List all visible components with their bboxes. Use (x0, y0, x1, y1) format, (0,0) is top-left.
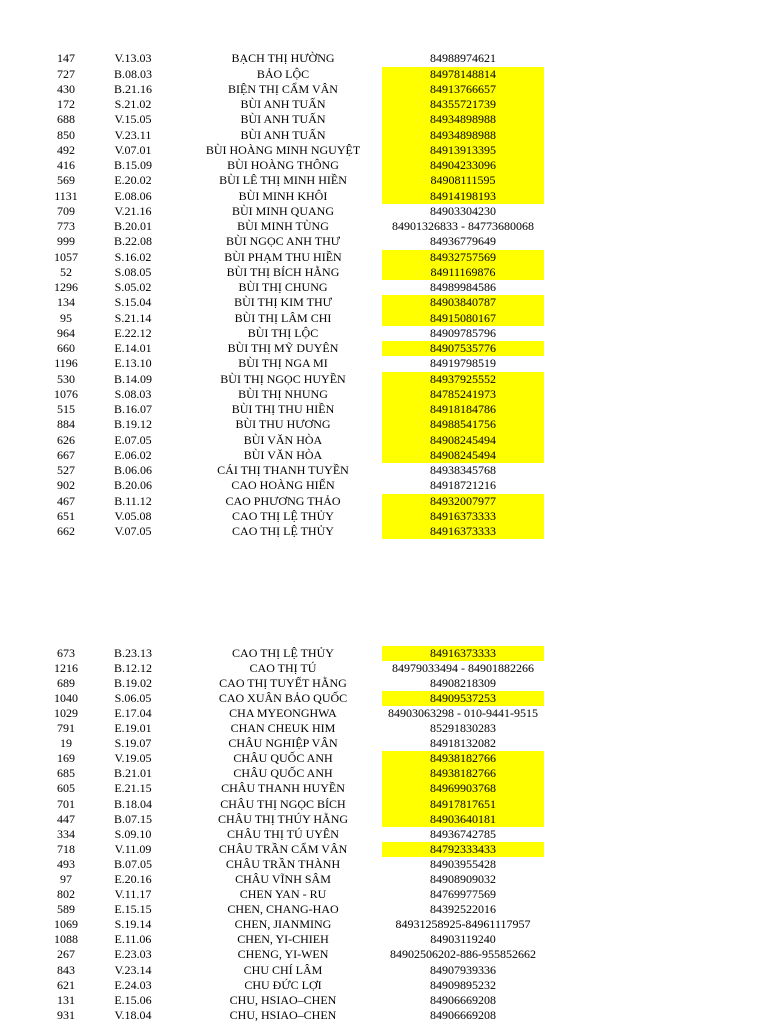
row-number: 134 (57, 295, 75, 310)
row-number: 569 (57, 173, 75, 188)
row-number: 1296 (54, 280, 78, 295)
resident-name: BÙI ANH TUẤN (240, 97, 326, 112)
row-number: 685 (57, 766, 75, 781)
phone-number: 84918132082 (430, 736, 496, 751)
phone-number: 84913913395 (382, 143, 544, 158)
phone-number: 84769977569 (430, 887, 496, 902)
unit-code: V.23.11 (114, 127, 152, 142)
phone-number: 84938182766 (382, 751, 544, 766)
unit-code: S.19.14 (114, 917, 152, 932)
unit-code: E.24.03 (114, 977, 152, 992)
unit-code: E.22.12 (114, 325, 152, 340)
row-number: 1196 (54, 356, 78, 371)
table-row (0, 978, 768, 993)
phone-number: 84907535776 (382, 341, 544, 356)
unit-code: E.23.03 (114, 947, 152, 962)
resident-name: BÙI THỊ THU HIỀN (231, 402, 335, 417)
unit-code: B.08.03 (113, 66, 152, 81)
resident-name: BÙI THỊ CHUNG (238, 280, 328, 295)
table-block-2 (0, 646, 768, 1023)
unit-code: B.07.05 (113, 856, 152, 871)
unit-code: V.05.08 (114, 508, 152, 523)
row-number: 850 (57, 127, 75, 142)
phone-number: 84934898988 (382, 128, 544, 143)
resident-name: BÙI ANH TUẤN (240, 127, 326, 142)
unit-code: B.16.07 (113, 402, 152, 417)
phone-number: 84911169876 (382, 265, 544, 280)
row-number: 662 (57, 524, 75, 539)
row-number: 621 (57, 977, 75, 992)
row-number: 131 (57, 992, 75, 1007)
table-row (0, 751, 768, 766)
row-number: 701 (57, 796, 75, 811)
resident-name: CAO THỊ LỆ THỦY (232, 645, 334, 660)
row-number: 931 (57, 1007, 75, 1022)
phone-number: 84903640181 (382, 812, 544, 827)
phone-number: 84392522016 (430, 902, 496, 917)
phone-number: 84969903768 (382, 781, 544, 796)
resident-name: BÙI MINH TÙNG (237, 219, 329, 234)
resident-name: BÙI MINH KHÔI (238, 188, 328, 203)
resident-name: CAO THỊ LỆ THỦY (232, 524, 334, 539)
table-row (0, 433, 768, 448)
phone-number: 84908909032 (430, 872, 496, 886)
unit-code: B.12.12 (113, 660, 152, 675)
resident-name: CHEN, CHANG-HAO (227, 902, 339, 917)
unit-code: V.23.14 (114, 962, 152, 977)
phone-number: 84937925552 (382, 372, 544, 387)
table-row (0, 721, 768, 736)
row-number: 492 (57, 142, 75, 157)
phone-number: 84908111595 (382, 173, 544, 188)
phone-number: 84908245494 (382, 448, 544, 463)
resident-name: CHÂU QUỐC ANH (233, 751, 333, 766)
unit-code: V.18.04 (114, 1007, 152, 1022)
unit-code: V.21.16 (114, 203, 152, 218)
unit-code: E.06.02 (114, 447, 152, 462)
phone-number: 84988974621 (430, 51, 496, 66)
row-number: 999 (57, 234, 75, 249)
phone-number: 84978148814 (382, 67, 544, 82)
resident-name: BẢO LỘC (256, 66, 310, 81)
resident-name: CHEN YAN - RU (239, 887, 327, 902)
row-number: 1069 (54, 917, 78, 932)
row-number: 660 (57, 341, 75, 356)
phone-number: 84938182766 (382, 766, 544, 781)
resident-name: CHEN, JIANMING (234, 917, 332, 932)
phone-number: 84915080167 (382, 311, 544, 326)
table-row (0, 691, 768, 706)
unit-code: V.07.01 (114, 142, 152, 157)
table-row (0, 872, 768, 887)
resident-name: CAO THỊ TUYẾT HẰNG (219, 675, 347, 690)
unit-code: B.22.08 (113, 234, 152, 249)
table-row (0, 797, 768, 812)
resident-name: BÙI THỊ LÂM CHI (234, 310, 332, 325)
table-row (0, 143, 768, 158)
row-number: 964 (57, 325, 75, 340)
row-number: 688 (57, 112, 75, 127)
row-number: 467 (57, 493, 75, 508)
row-number: 843 (57, 962, 75, 977)
unit-code: V.13.03 (114, 51, 152, 66)
table-row (0, 326, 768, 341)
phone-number: 84903840787 (382, 295, 544, 310)
resident-name: CHÂU THANH HUYỀN (221, 781, 345, 796)
phone-number: 84908245494 (382, 433, 544, 448)
table-row (0, 963, 768, 978)
phone-number: 84932007977 (382, 494, 544, 509)
unit-code: E.07.05 (114, 432, 152, 447)
table-row (0, 676, 768, 691)
table-row (0, 234, 768, 249)
resident-name: BÙI THỊ NGA MI (238, 356, 328, 371)
resident-name: BÙI NGỌC ANH THƯ (225, 234, 341, 249)
phone-number: 84918721216 (430, 478, 496, 493)
phone-number: 84906669208 (430, 992, 496, 1007)
row-number: 416 (57, 158, 75, 173)
resident-name: CHU CHÍ LÂM (243, 962, 323, 977)
unit-code: S.05.02 (114, 280, 152, 295)
unit-code: B.21.01 (113, 766, 152, 781)
table-row (0, 387, 768, 402)
table-row (0, 82, 768, 97)
phone-number: 84931258925-84961117957 (395, 917, 531, 932)
unit-code: S.21.02 (114, 97, 152, 112)
resident-name: CHÂU THỊ NGỌC BÍCH (220, 796, 346, 811)
unit-code: B.19.02 (113, 675, 152, 690)
resident-name: CHU, HSIAO–CHEN (229, 992, 337, 1007)
unit-code: B.14.09 (113, 371, 152, 386)
phone-number: 84355721739 (382, 97, 544, 112)
phone-number: 84916373333 (382, 509, 544, 524)
phone-number: 84903119240 (430, 932, 496, 947)
row-number: 95 (60, 310, 72, 325)
phone-number: 85291830283 (430, 721, 496, 736)
unit-code: B.23.13 (113, 645, 152, 660)
table-row (0, 417, 768, 432)
table-row (0, 646, 768, 661)
row-number: 802 (57, 887, 75, 902)
phone-number: 84916373333 (382, 524, 544, 539)
table-row (0, 509, 768, 524)
table-row (0, 128, 768, 143)
table-row (0, 67, 768, 82)
row-number: 147 (57, 51, 75, 66)
row-number: 773 (57, 219, 75, 234)
table-row (0, 661, 768, 676)
phone-number: 84917817651 (382, 797, 544, 812)
table-row (0, 280, 768, 295)
row-number: 626 (57, 432, 75, 447)
resident-name: CHÂU TRẦN THÀNH (225, 856, 341, 871)
phone-number: 84918184786 (382, 402, 544, 417)
table-row (0, 463, 768, 478)
resident-name: BÙI VĂN HÒA (243, 432, 323, 447)
table-row (0, 97, 768, 112)
unit-code: E.21.15 (114, 781, 152, 796)
row-number: 97 (60, 872, 72, 886)
phone-number: 84938345768 (430, 463, 496, 478)
table-row (0, 250, 768, 265)
phone-number: 84902506202-886-955852662 (390, 947, 536, 962)
row-number: 667 (57, 447, 75, 462)
row-number: 172 (57, 97, 75, 112)
row-number: 589 (57, 902, 75, 917)
row-number: 1057 (54, 249, 78, 264)
resident-name: BIỆN THỊ CẨM VÂN (228, 81, 338, 96)
resident-name: BÙI THỊ LỘC (247, 325, 319, 340)
table-row (0, 917, 768, 932)
resident-name: CHÂU VĨNH SÂM (235, 872, 331, 886)
table-row (0, 311, 768, 326)
phone-number: 84903955428 (430, 856, 496, 871)
table-row (0, 932, 768, 947)
row-number: 1040 (54, 690, 78, 705)
table-row (0, 827, 768, 842)
row-number: 884 (57, 417, 75, 432)
table-block-1 (0, 51, 768, 539)
row-number: 1076 (54, 386, 78, 401)
table-row (0, 112, 768, 127)
row-number: 493 (57, 856, 75, 871)
table-row (0, 947, 768, 962)
phone-number: 84919798519 (430, 356, 496, 371)
resident-name: CÁI THỊ THANH TUYỀN (217, 463, 349, 478)
table-row (0, 189, 768, 204)
table-row (0, 204, 768, 219)
resident-name: BÙI THỊ KIM THƯ (234, 295, 332, 310)
unit-code: V.15.05 (114, 112, 152, 127)
table-row (0, 887, 768, 902)
phone-number: 84934898988 (382, 112, 544, 127)
unit-code: E.17.04 (114, 705, 152, 720)
unit-code: V.11.17 (114, 887, 152, 902)
unit-code: S.15.04 (114, 295, 152, 310)
phone-number: 84903063298 - 010-9441-9515 (388, 705, 538, 720)
table-row (0, 51, 768, 66)
resident-name: BÙI THỊ MỸ DUYÊN (227, 341, 339, 356)
phone-number: 84916373333 (382, 646, 544, 661)
phone-number: 84913766657 (382, 82, 544, 97)
phone-number: 84988541756 (382, 417, 544, 432)
unit-code: S.19.07 (114, 736, 152, 751)
table-row (0, 478, 768, 493)
resident-name: BÙI MINH QUANG (232, 203, 334, 218)
unit-code: V.19.05 (114, 751, 152, 766)
resident-name: BÙI HOÀNG THÔNG (227, 158, 339, 173)
unit-code: E.15.15 (114, 902, 152, 917)
row-number: 1131 (54, 188, 78, 203)
unit-code: E.11.06 (114, 932, 152, 947)
table-row (0, 265, 768, 280)
phone-number: 84904233096 (382, 158, 544, 173)
row-number: 169 (57, 751, 75, 766)
phone-number: 84792333433 (382, 842, 544, 857)
resident-name: BÙI THỊ NGỌC HUYỀN (220, 371, 346, 386)
unit-code: S.08.03 (114, 386, 152, 401)
unit-code: S.16.02 (114, 249, 152, 264)
table-row (0, 781, 768, 796)
phone-number: 84906669208 (430, 1007, 496, 1022)
unit-code: S.09.10 (114, 826, 152, 841)
phone-number: 84914198193 (382, 189, 544, 204)
phone-number: 84785241973 (382, 387, 544, 402)
resident-name: CAO THỊ TÚ (249, 660, 317, 675)
row-number: 689 (57, 675, 75, 690)
table-row (0, 524, 768, 539)
resident-name: CHÂU THỊ THÚY HẰNG (217, 811, 349, 826)
unit-code: E.20.02 (114, 173, 152, 188)
table-row (0, 902, 768, 917)
row-number: 791 (57, 721, 75, 736)
unit-code: E.08.06 (114, 188, 152, 203)
unit-code: B.20.06 (113, 478, 152, 493)
table-row (0, 372, 768, 387)
unit-code: V.07.05 (114, 524, 152, 539)
phone-number: 84909895232 (430, 977, 496, 992)
unit-code: E.15.06 (114, 992, 152, 1007)
row-number: 527 (57, 463, 75, 478)
phone-number: 84932757569 (382, 250, 544, 265)
phone-number: 84901326833 - 84773680068 (392, 219, 534, 234)
resident-name: CHAN CHEUK HIM (230, 721, 336, 736)
table-row (0, 295, 768, 310)
resident-name: BÙI THỊ BÍCH HẰNG (226, 264, 340, 279)
phone-number: 84908218309 (430, 675, 496, 690)
resident-name: CAO PHƯƠNG THẢO (225, 493, 341, 508)
table-row (0, 766, 768, 781)
phone-number: 84936742785 (430, 826, 496, 841)
table-row (0, 341, 768, 356)
table-row (0, 173, 768, 188)
table-row (0, 706, 768, 721)
resident-name: BÙI PHẠM THU HIỀN (224, 249, 342, 264)
row-number: 651 (57, 508, 75, 523)
row-number: 605 (57, 781, 75, 796)
row-number: 673 (57, 645, 75, 660)
phone-number: 84909537253 (382, 691, 544, 706)
unit-code: B.20.01 (113, 219, 152, 234)
resident-name: BÙI VĂN HÒA (243, 447, 323, 462)
resident-name: BẠCH THỊ HƯỜNG (231, 51, 335, 66)
table-row (0, 219, 768, 234)
table-row (0, 1008, 768, 1023)
table-row (0, 857, 768, 872)
row-number: 430 (57, 81, 75, 96)
unit-code: B.15.09 (113, 158, 152, 173)
phone-number: 84989984586 (430, 280, 496, 295)
table-row (0, 448, 768, 463)
table-row (0, 812, 768, 827)
resident-name: BÙI LÊ THỊ MINH HIỀN (219, 173, 347, 188)
resident-name: CHÂU NGHIỆP VÂN (228, 736, 338, 751)
table-row (0, 402, 768, 417)
resident-name: CHU, HSIAO–CHEN (229, 1007, 337, 1022)
unit-code: B.21.16 (113, 81, 152, 96)
table-row (0, 356, 768, 371)
resident-name: BÙI HOÀNG MINH NGUYỆT (205, 142, 361, 157)
unit-code: B.06.06 (113, 463, 152, 478)
row-number: 1029 (54, 705, 78, 720)
row-number: 334 (57, 826, 75, 841)
unit-code: S.21.14 (114, 310, 152, 325)
row-number: 267 (57, 947, 75, 962)
row-number: 52 (60, 264, 72, 279)
unit-code: S.08.05 (114, 264, 152, 279)
phone-number: 84909785796 (430, 325, 496, 340)
row-number: 718 (57, 841, 75, 856)
resident-name: BÙI THỊ NHUNG (238, 386, 328, 401)
resident-name: CHENG, YI-WEN (237, 947, 329, 962)
resident-name: CHÂU QUỐC ANH (233, 766, 333, 781)
resident-name: BÙI THU HƯƠNG (235, 417, 331, 432)
row-number: 530 (57, 371, 75, 386)
unit-code: B.07.15 (113, 811, 152, 826)
resident-name: BÙI ANH TUẤN (240, 112, 326, 127)
row-number: 727 (57, 66, 75, 81)
table-row (0, 993, 768, 1008)
row-number: 447 (57, 811, 75, 826)
phone-number: 84979033494 - 84901882266 (392, 660, 534, 675)
unit-code: B.19.12 (113, 417, 152, 432)
resident-name: CHÂU THỊ TÚ UYÊN (227, 826, 339, 841)
resident-name: CAO HOÀNG HIỂN (231, 478, 335, 493)
resident-name: CHA MYEONGHWA (229, 705, 337, 720)
unit-code: E.14.01 (114, 341, 152, 356)
unit-code: E.20.16 (114, 872, 152, 886)
table-row (0, 158, 768, 173)
table-row (0, 736, 768, 751)
resident-name: CHÂU TRẦN CẨM VÂN (218, 841, 348, 856)
row-number: 709 (57, 203, 75, 218)
resident-name: CAO THỊ LỆ THỦY (232, 508, 334, 523)
table-row (0, 842, 768, 857)
resident-name: CHEN, YI-CHIEH (237, 932, 329, 947)
row-number: 515 (57, 402, 75, 417)
phone-number: 84903304230 (430, 203, 496, 218)
resident-name: CAO XUÂN BẢO QUỐC (218, 690, 348, 705)
row-number: 19 (60, 736, 72, 751)
unit-code: E.13.10 (114, 356, 152, 371)
unit-code: V.11.09 (114, 841, 152, 856)
row-number: 1088 (54, 932, 78, 947)
phone-number: 84936779649 (430, 234, 496, 249)
unit-code: S.06.05 (114, 690, 152, 705)
row-number: 1216 (54, 660, 78, 675)
unit-code: E.19.01 (114, 721, 152, 736)
row-number: 902 (57, 478, 75, 493)
resident-name: CHU ĐỨC LỢI (244, 977, 322, 992)
unit-code: B.11.12 (114, 493, 152, 508)
unit-code: B.18.04 (113, 796, 152, 811)
phone-number: 84907939336 (430, 962, 496, 977)
table-row (0, 494, 768, 509)
